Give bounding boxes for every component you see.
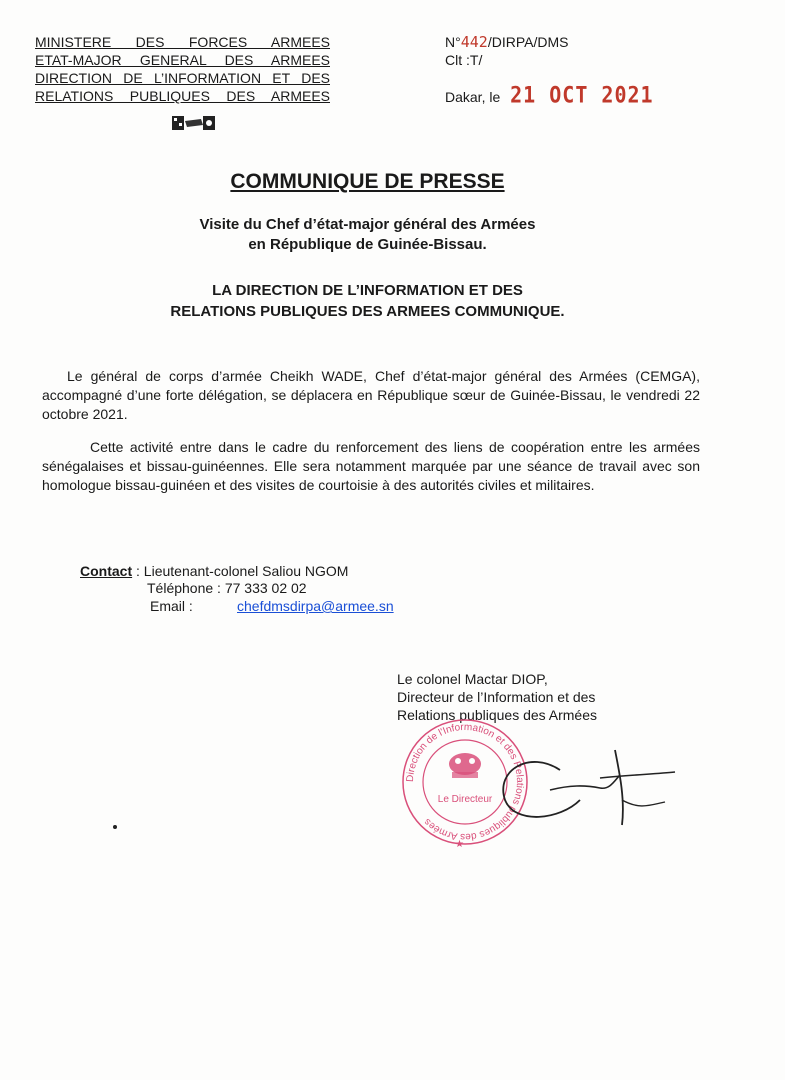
subtitle-line-2: en République de Guinée-Bissau. xyxy=(248,236,487,253)
contact-phone: Téléphone : 77 333 02 02 xyxy=(147,580,307,596)
org-line-staff: ETAT-MAJOR GENERAL DES ARMEES xyxy=(35,52,330,68)
date-line xyxy=(445,83,654,107)
signatory-title: Directeur de l’Information et des xyxy=(397,689,596,705)
document-title: COMMUNIQUE DE PRESSE xyxy=(230,170,505,193)
handwritten-signature-icon xyxy=(490,730,680,840)
ref-handwritten-number: 442 xyxy=(460,33,488,51)
issuing-organization xyxy=(35,33,330,105)
signatory-title-cont: Relations publiques des Armées xyxy=(397,707,598,723)
emblem-icon xyxy=(171,113,217,133)
signatory-name: Le colonel Mactar DIOP, xyxy=(397,671,548,687)
org-line-relations: RELATIONS PUBLIQUES DES ARMEES xyxy=(35,88,330,104)
stamp-center-text: Le Directeur xyxy=(437,794,493,805)
contact-email-label: Email : xyxy=(150,598,193,614)
reference-number xyxy=(445,33,568,51)
contact-name: : Lieutenant-colonel Saliou NGOM xyxy=(132,563,349,579)
place-label: Dakar, le xyxy=(445,89,501,105)
announcement xyxy=(0,280,735,322)
contact-line xyxy=(80,562,348,580)
stamp-ring-text: Direction de l'Information et des Relations publiques des Armées xyxy=(404,721,526,843)
subtitle xyxy=(0,215,735,255)
ref-suffix: /DIRPA/DMS xyxy=(487,34,569,50)
org-line-direction: DIRECTION DE L’INFORMATION ET DES xyxy=(35,70,330,86)
body-paragraph-1: Le général de corps d’armée Cheikh WADE, Chef d’état-major général des Armées (CEMGA), accompagné d’une forte délégation, se déplacera en République sœur de Guinée-Bissau, le vendredi 22 octobre 2021. xyxy=(42,368,700,422)
announcement-line-2: RELATIONS PUBLIQUES DES ARMEES COMMUNIQUE. xyxy=(170,303,565,320)
ref-prefix: N° xyxy=(445,34,461,50)
subtitle-line-1: Visite du Chef d’état-major général des Armées xyxy=(199,216,536,233)
org-line-ministry: MINISTERE DES FORCES ARMEES xyxy=(35,34,330,50)
classification: Clt :T/ xyxy=(445,52,483,68)
contact-label: Contact xyxy=(80,563,133,579)
announcement-line-1: LA DIRECTION DE L’INFORMATION ET DES xyxy=(212,282,523,299)
reference-block xyxy=(445,33,568,69)
body-paragraph-2: Cette activité entre dans le cadre du renforcement des liens de coopération entre les armées sénégalaises et bissau-guinéennes. Elle sera notamment marquée par une séance de travail avec son homologue bissau-guinéen et des visites de courtoisie à des autorités civiles et militaires. xyxy=(42,439,700,493)
stray-mark xyxy=(113,825,117,829)
date-stamp: 21 OCT 2021 xyxy=(510,81,654,109)
contact-email-link[interactable]: chefdmsdirpa@armee.sn xyxy=(237,598,394,614)
svg-text:★: ★ xyxy=(455,839,464,850)
